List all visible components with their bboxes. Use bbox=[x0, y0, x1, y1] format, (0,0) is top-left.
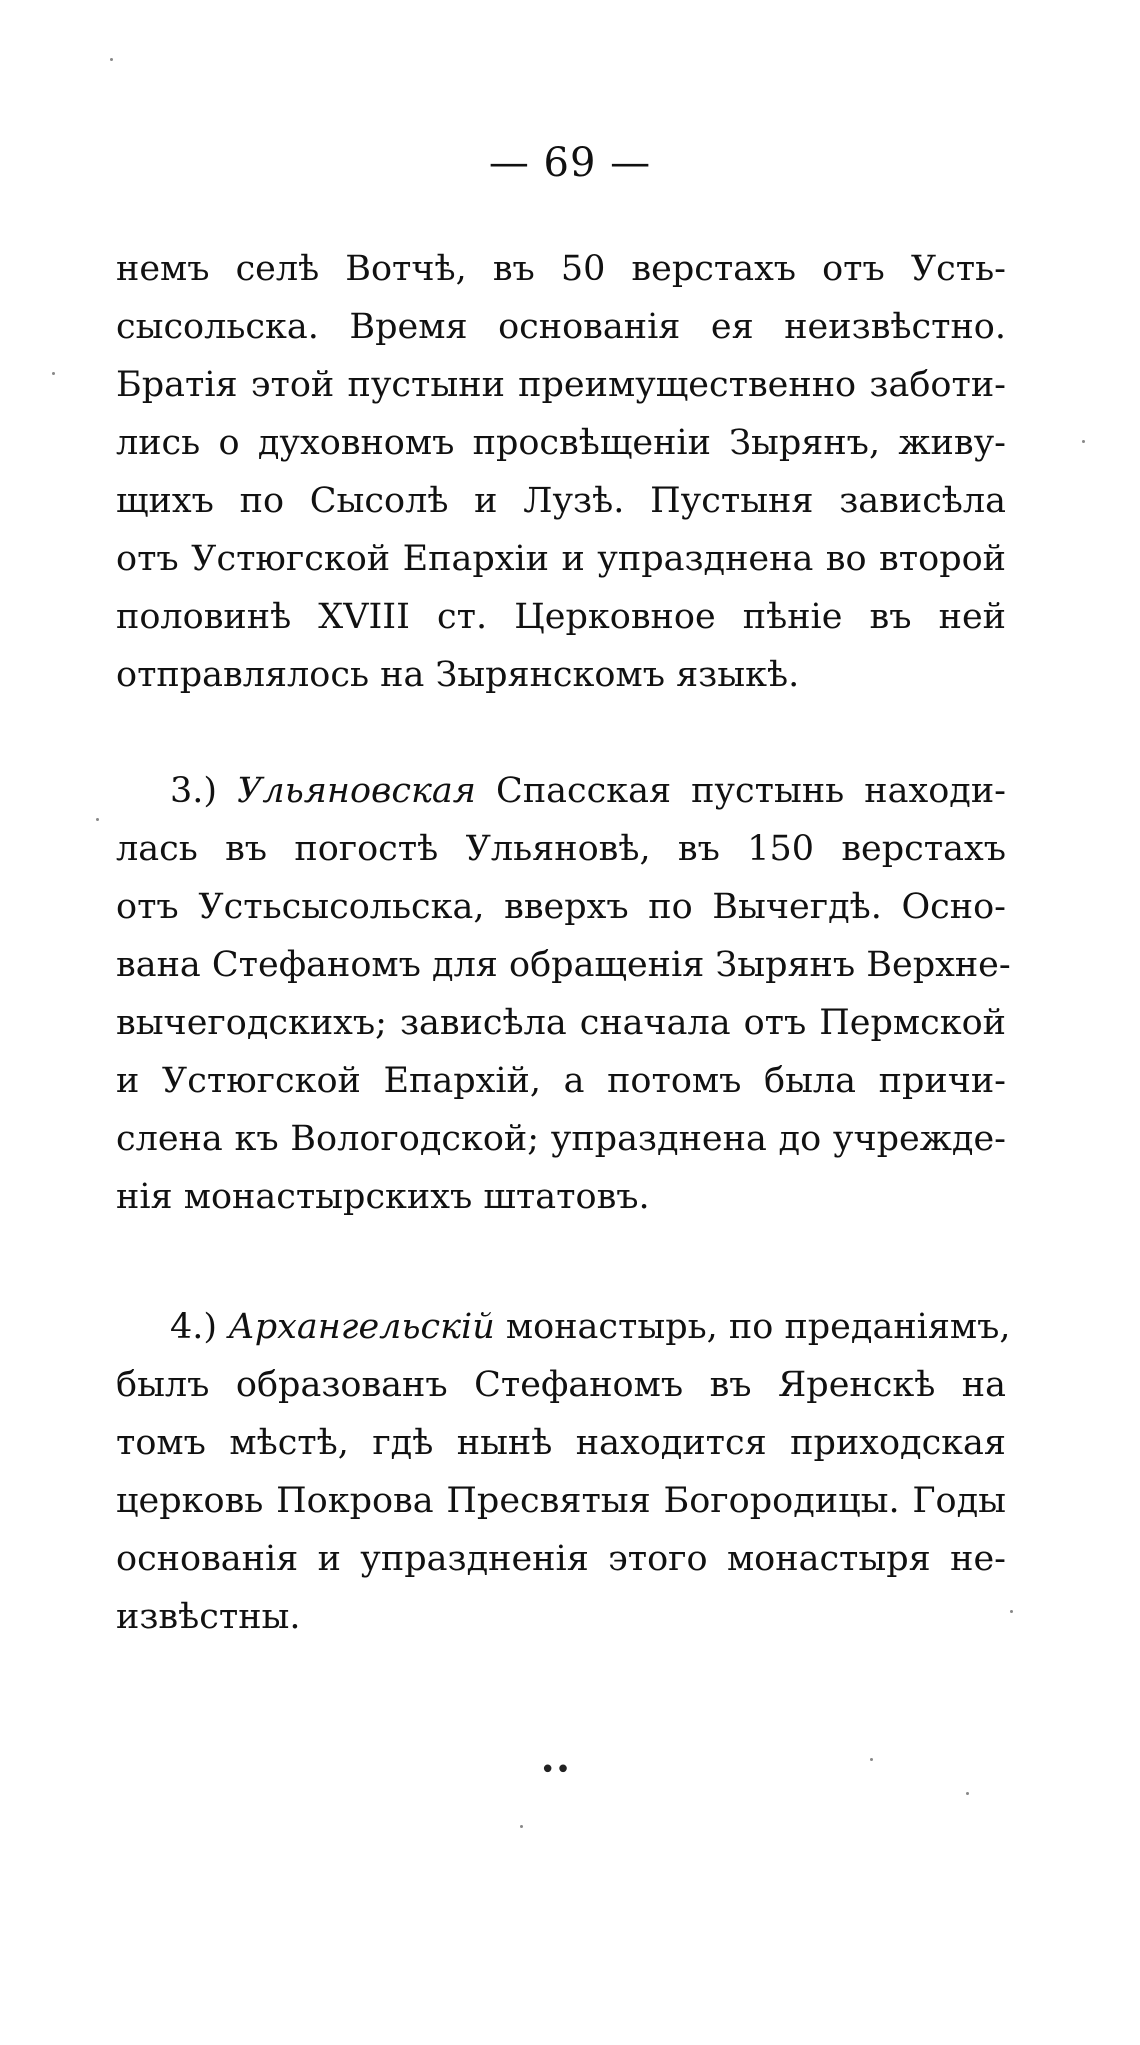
text-line: извѣстны. bbox=[116, 1597, 301, 1637]
text-line: нія монастырскихъ штатовъ. bbox=[116, 1177, 650, 1217]
text-line: и Устюгской Епархій, а потомъ была причи- bbox=[116, 1061, 1006, 1101]
paragraph-arkhangelsky bbox=[116, 1298, 1011, 1646]
text-line: вычегодскихъ; зависѣла сначала отъ Пермской bbox=[116, 1003, 1006, 1043]
text-line: немъ селѣ Вотчѣ, въ 50 верстахъ отъ Усть- bbox=[116, 249, 1006, 289]
scan-speck bbox=[110, 58, 113, 61]
ornament-mark: •• bbox=[540, 1755, 571, 1785]
scan-speck bbox=[1082, 440, 1085, 443]
item-number: 3.) bbox=[170, 771, 218, 811]
text-line: основанія и упраздненія этого монастыря не- bbox=[116, 1539, 1006, 1579]
line-rest: Спасская пустынь находи- bbox=[496, 771, 1006, 811]
text-line: Братія этой пустыни преимущественно заботи- bbox=[116, 365, 1006, 405]
page-number: — 69 — bbox=[488, 140, 652, 186]
line-rest: монастырь, по преданіямъ, bbox=[505, 1307, 1011, 1347]
text-line: щихъ по Сысолѣ и Лузѣ. Пустыня зависѣла bbox=[116, 481, 1006, 521]
scan-speck bbox=[520, 1825, 523, 1828]
text-line: лись о духовномъ просвѣщеніи Зырянъ, живу- bbox=[116, 423, 1006, 463]
text-line: слена къ Вологодской; упразднена до учрежде- bbox=[116, 1119, 1006, 1159]
scan-speck bbox=[52, 372, 55, 375]
text-line: лась въ погостѣ Ульяновѣ, въ 150 верстахъ bbox=[116, 829, 1006, 869]
text-line: былъ образованъ Стефаномъ въ Яренскѣ на bbox=[116, 1365, 1006, 1405]
text-line: отправлялось на Зырянскомъ языкѣ. bbox=[116, 655, 800, 695]
item-number: 4.) bbox=[170, 1307, 218, 1347]
text-line: сысольска. Время основанія ея неизвѣстно. bbox=[116, 307, 1006, 347]
text-line: вана Стефаномъ для обращенія Зырянъ Верхне- bbox=[116, 945, 1011, 985]
text-line-first bbox=[116, 762, 1006, 820]
scan-speck bbox=[870, 1758, 873, 1761]
scan-speck bbox=[1010, 1610, 1013, 1613]
text-line: церковь Покрова Пресвятыя Богородицы. Годы bbox=[116, 1481, 1006, 1521]
scan-speck bbox=[966, 1792, 969, 1795]
paragraph-continuation bbox=[116, 240, 1006, 704]
text-line: томъ мѣстѣ, гдѣ нынѣ находится приходская bbox=[116, 1423, 1006, 1463]
text-line: отъ Устюгской Епархіи и упразднена во второй bbox=[116, 539, 1006, 579]
text-line-first bbox=[116, 1298, 1011, 1356]
scan-speck bbox=[96, 818, 99, 821]
italic-name: Архангельскій bbox=[228, 1307, 495, 1347]
paragraph-ulyanovskaya bbox=[116, 762, 1011, 1226]
text-line: половинѣ XVIII ст. Церковное пѣніе въ ней bbox=[116, 597, 1006, 637]
text-line: отъ Устьсысольска, вверхъ по Вычегдѣ. Осно- bbox=[116, 887, 1006, 927]
italic-name: Ульяновская bbox=[237, 771, 476, 811]
